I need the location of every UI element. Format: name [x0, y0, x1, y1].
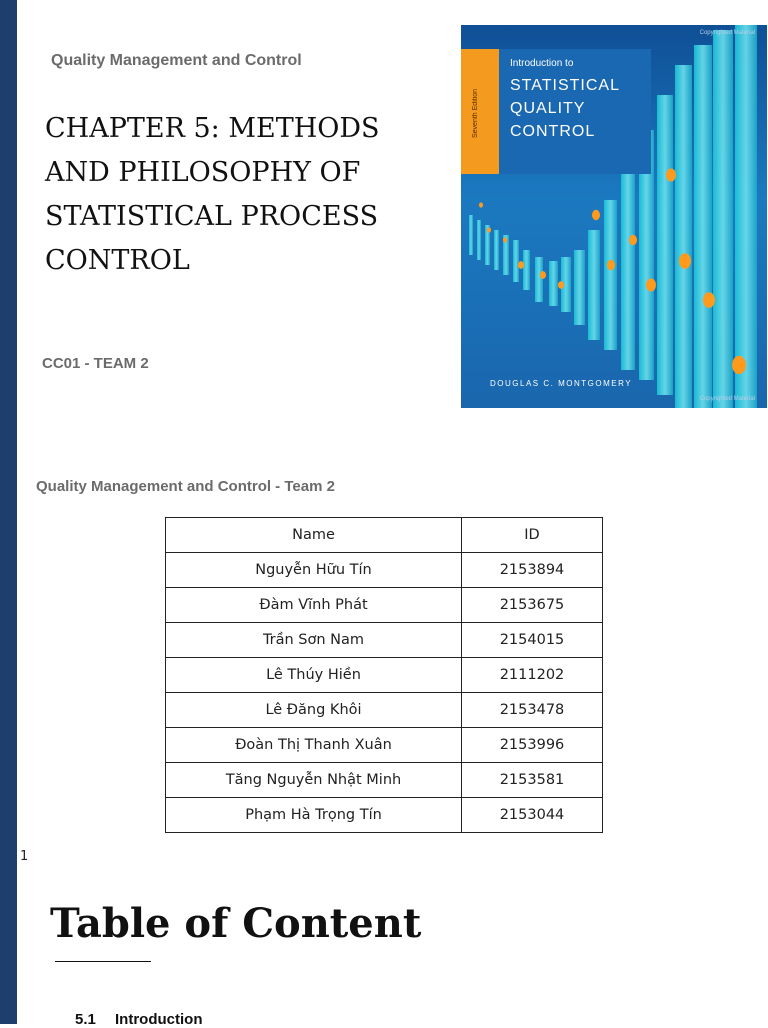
toc-item-number: 5.1 — [75, 1011, 96, 1028]
table-row — [166, 553, 603, 588]
table-row — [166, 658, 603, 693]
book-cover-image — [461, 25, 767, 408]
cover-edition-label: Seventh Edition — [472, 88, 479, 138]
cover-intro: Introduction to — [510, 58, 574, 69]
table-row — [166, 798, 603, 833]
column-header-id: ID — [462, 518, 603, 553]
member-name: Lê Thúy Hiền — [166, 658, 462, 693]
member-id: 2153478 — [462, 693, 603, 728]
toc-underline — [55, 961, 151, 962]
member-id: 2111202 — [462, 658, 603, 693]
course-name: Quality Management and Control — [51, 52, 302, 69]
member-name: Đàm Vĩnh Phát — [166, 588, 462, 623]
member-name: Phạm Hà Trọng Tín — [166, 798, 462, 833]
cover-copyright-top: Copyrighted Material — [699, 30, 755, 36]
member-id: 2153675 — [462, 588, 603, 623]
cover-author: DOUGLAS C. MONTGOMERY — [490, 379, 633, 388]
member-name: Nguyễn Hữu Tín — [166, 553, 462, 588]
chapter-title: CHAPTER 5: METHODS AND PHILOSOPHY OF STATISTICAL PROCESS CONTROL — [45, 113, 380, 276]
cover-copyright-bottom: Copyrighted Material — [699, 396, 755, 402]
member-name: Tăng Nguyễn Nhật Minh — [166, 763, 462, 798]
left-accent-bar — [0, 0, 17, 1024]
member-id: 2153044 — [462, 798, 603, 833]
page-number: 1 — [20, 849, 29, 864]
member-id: 2154015 — [462, 623, 603, 658]
member-name: Trần Sơn Nam — [166, 623, 462, 658]
table-row — [166, 728, 603, 763]
column-header-name: Name — [166, 518, 462, 553]
table-row — [166, 623, 603, 658]
table-row — [166, 763, 603, 798]
team-code: CC01 - TEAM 2 — [42, 355, 149, 372]
toc-title: Table of Content — [50, 900, 422, 947]
member-name: Lê Đăng Khôi — [166, 693, 462, 728]
cover-title: STATISTICAL QUALITY CONTROL — [510, 77, 620, 140]
toc-item-label: Introduction — [115, 1011, 203, 1028]
team-members-table — [165, 517, 603, 833]
member-name: Đoàn Thị Thanh Xuân — [166, 728, 462, 763]
member-id: 2153894 — [462, 553, 603, 588]
member-id: 2153996 — [462, 728, 603, 763]
team-label: Quality Management and Control - Team 2 — [36, 478, 335, 495]
toc-item[interactable] — [75, 1011, 202, 1028]
member-id: 2153581 — [462, 763, 603, 798]
table-row — [166, 693, 603, 728]
table-row — [166, 588, 603, 623]
table-header-row — [166, 518, 603, 553]
